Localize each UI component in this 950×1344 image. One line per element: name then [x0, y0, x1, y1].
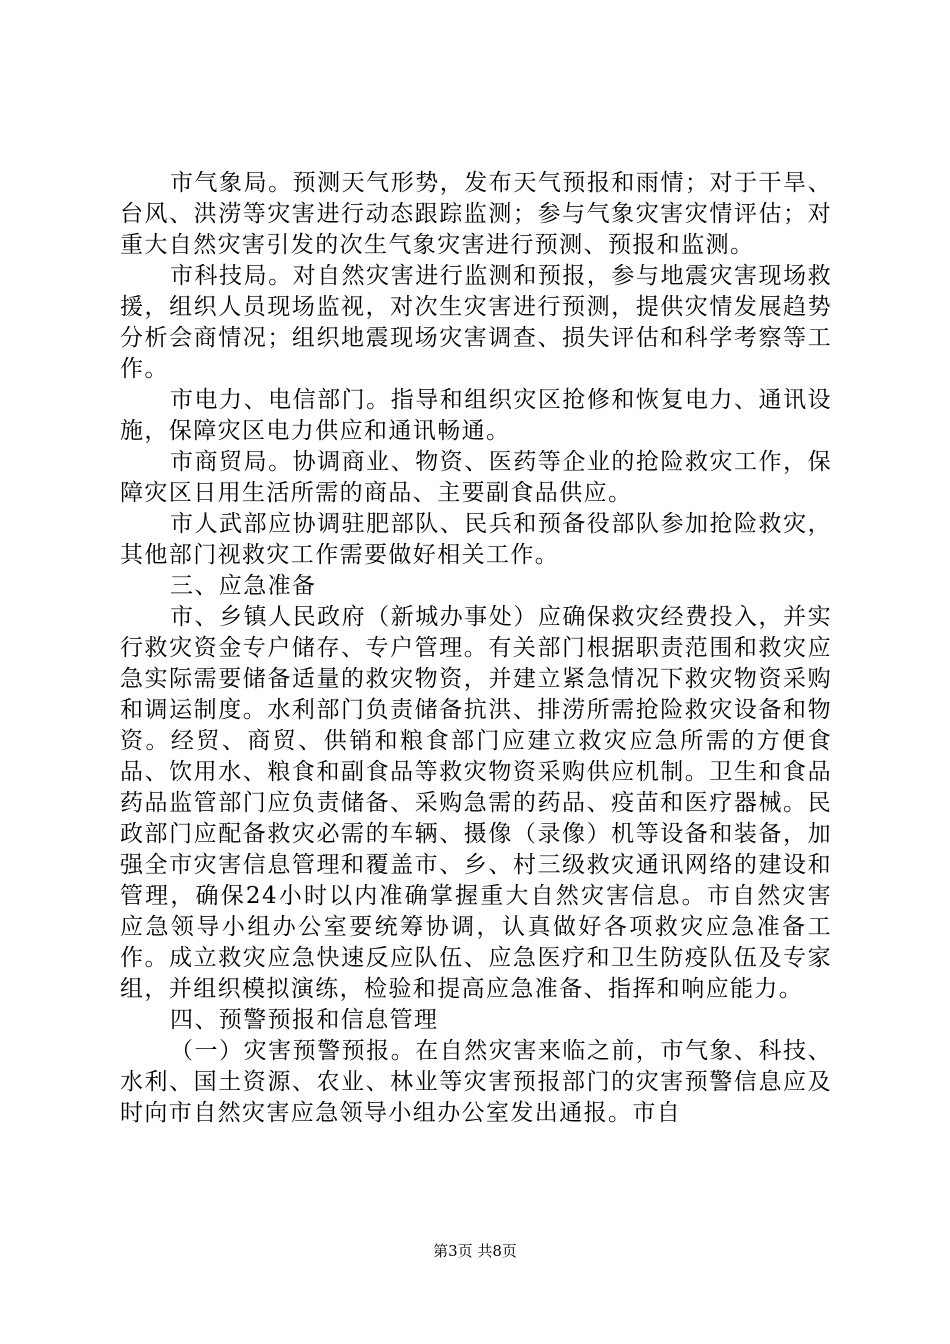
paragraph-power-telecom: 市电力、电信部门。指导和组织灾区抢修和恢复电力、通讯设施，保障灾区电力供应和通讯畅通。 [120, 387, 832, 444]
section-heading-warning-info: 四、预警预报和信息管理 [170, 1007, 439, 1033]
paragraph-disaster-warning: （一）灾害预警预报。在自然灾害来临之前，市气象、科技、水利、国土资源、农业、林业等灾害预报部门的灾害预警信息应及时向市自然灾害应急领导小组办公室发出通报。市自 [120, 1038, 832, 1126]
paragraph-meteorology: 市气象局。预测天气形势，发布天气预报和雨情；对于干旱、台风、洪涝等灾害进行动态跟踪监测；参与气象灾害灾情评估；对重大自然灾害引发的次生气象灾害进行预测、预报和监测。 [120, 170, 832, 258]
document-body [120, 168, 832, 1129]
paragraph-commerce-bureau: 市商贸局。协调商业、物资、医药等企业的抢险救灾工作，保障灾区日用生活所需的商品、主要副食品供应。 [120, 449, 832, 506]
paragraph-emergency-preparation: 市、乡镇人民政府（新城办事处）应确保救灾经费投入，并实行救灾资金专户储存、专户管理。有关部门根据职责范围和救灾应急实际需要储备适量的救灾物资，并建立紧急情况下救灾物资采购和调运制度。水利部门负责储备抗洪、排涝所需抢险救灾设备和物资。经贸、商贸、供销和粮食部门应建立救灾应急所需的方便食品、饮用水、粮食和副食品等救灾物资采购供应机制。卫生和食品药品监管部门应负责储备、采购急需的药品、疫苗和医疗器械。民政部门应配备救灾必需的车辆、摄像（录像）机等设备和装备，加强全市灾害信息管理和覆盖市、乡、村三级救灾通讯网络的建设和管理，确保24小时以内准确掌握重大自然灾害信息。市自然灾害应急领导小组办公室要统筹协调，认真做好各项救灾应急准备工作。成立救灾应急快速反应队伍、应急医疗和卫生防疫队伍及专家组，并组织模拟演练，检验和提高应急准备、指挥和响应能力。 [120, 604, 832, 1002]
section-heading-emergency-preparation: 三、应急准备 [170, 573, 317, 599]
paragraph-armed-forces: 市人武部应协调驻肥部队、民兵和预备役部队参加抢险救灾，其他部门视救灾工作需要做好相关工作。 [120, 511, 832, 568]
paragraph-science-bureau: 市科技局。对自然灾害进行监测和预报，参与地震灾害现场救援，组织人员现场监视，对次生灾害进行预测，提供灾情发展趋势分析会商情况；组织地震现场灾害调查、损失评估和科学考察等工作。 [120, 263, 832, 382]
page-number-footer: 第3页 共8页 [433, 1242, 517, 1260]
